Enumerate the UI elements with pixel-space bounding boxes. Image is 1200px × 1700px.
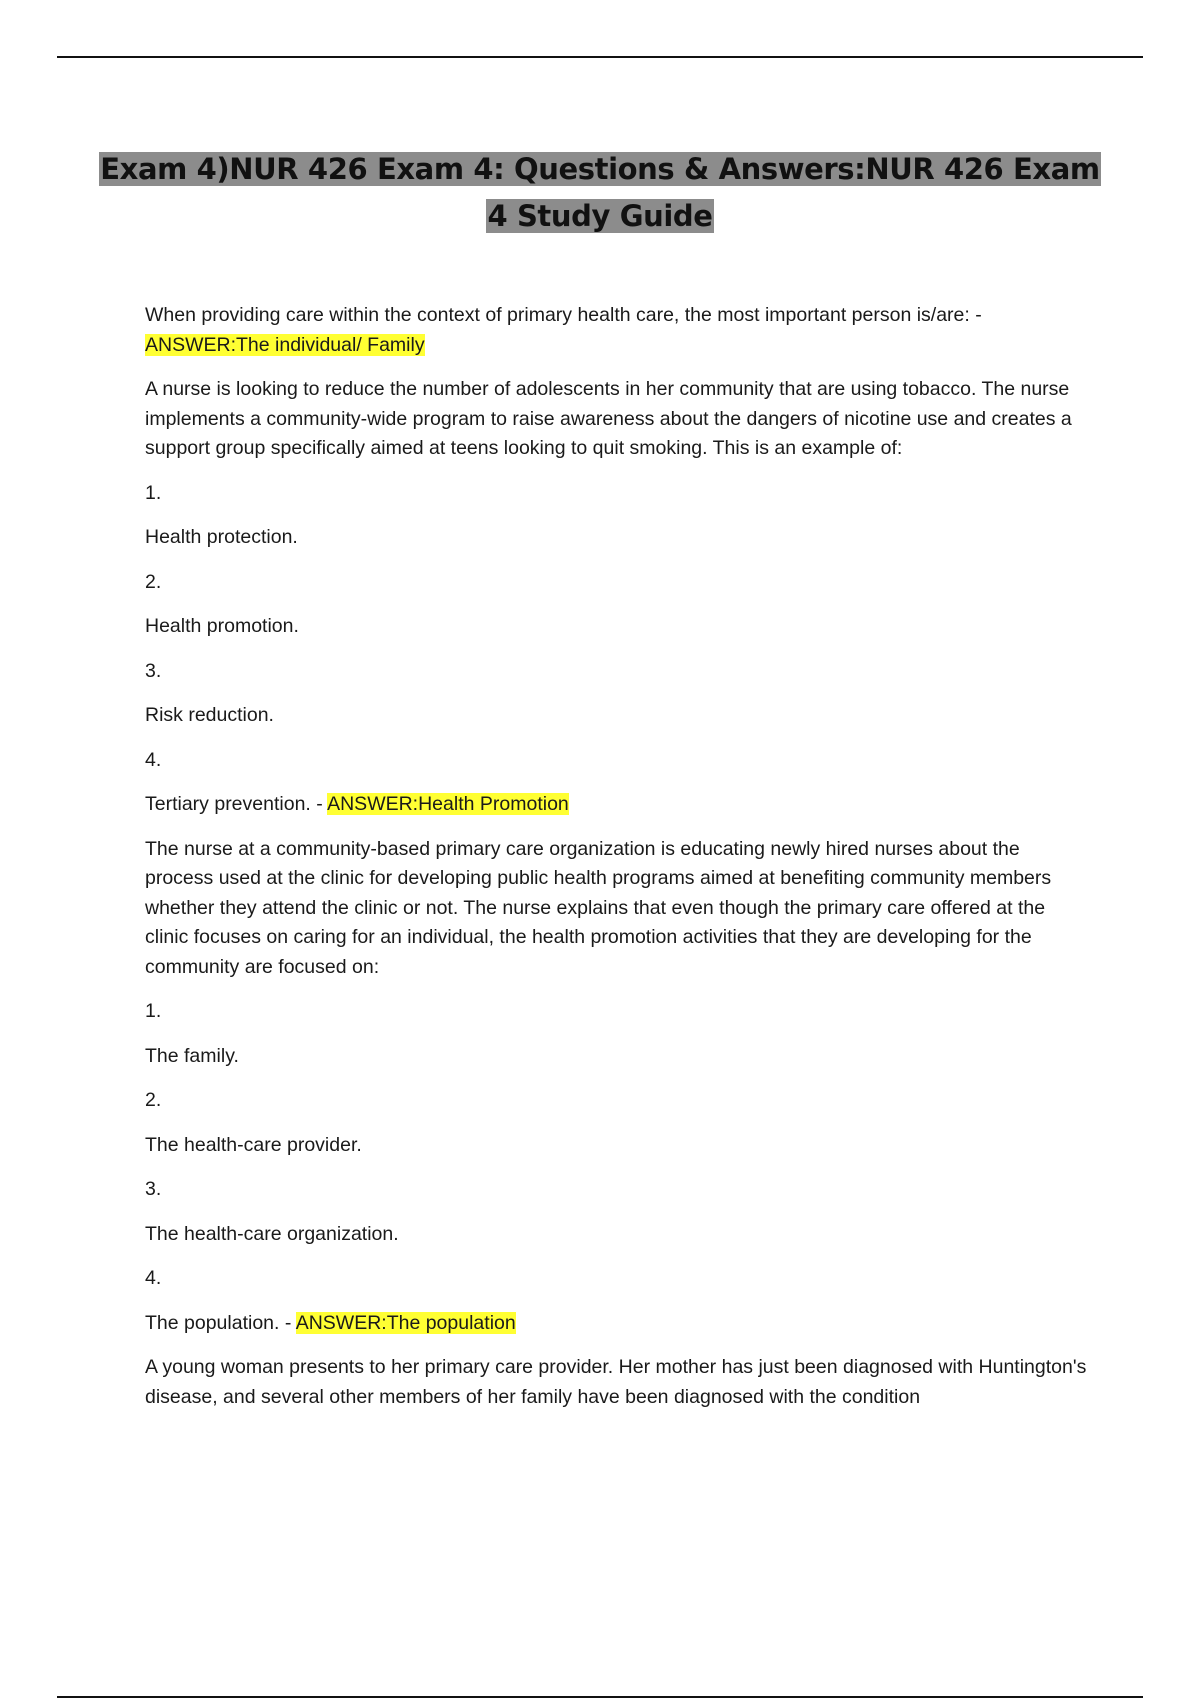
option-number: 1. [145,1000,162,1022]
option-text: The health-care organization. [145,1222,399,1245]
question-3: The nurse at a community-based primary care organization is educating newly hired nurses about the process used at the clinic for developing public health programs aimed at benefiting community members whether they attend the clinic or not. The nurse explains that even though the primary care offered at the clinic focuses on caring for an individual, the health promotion activities that they are developing for the community are focused on: [145,837,1052,978]
option-text: The family. [145,1044,239,1067]
option-with-answer [145,790,1090,820]
title-line-1: Exam 4)NUR 426 Exam 4: Questions & Answers:NUR 426 Exam [100,152,1100,186]
option-text: The population. - [145,1311,296,1334]
footer-rule [57,1696,1143,1698]
option-number: 2. [145,1089,162,1111]
answer-highlight: ANSWER:Health Promotion [327,793,569,815]
document-body [145,301,1090,1427]
document-title [60,146,1140,240]
option-number: 1. [145,481,162,504]
question-stem: When providing care within the context of primary health care, the most important person is/are: - [145,304,982,326]
answer-highlight: ANSWER:The individual/ Family [145,333,425,356]
question-2: A nurse is looking to reduce the number of adolescents in her community that are using tobacco. The nurse implements a community-wide program to raise awareness about the dangers of nicotine use and creates a support group specifically aimed at teens looking to quit smoking. This is an example of: [145,378,1072,459]
question-4: A young woman presents to her primary care provider. Her mother has just been diagnosed with Huntington's disease, and several other members of her family have been diagnosed with the condition [145,1356,1087,1408]
option-number: 4. [145,748,162,771]
option-text: Risk reduction. [145,704,274,726]
option-with-answer [145,1309,1090,1339]
header-rule [57,56,1143,58]
option-number: 4. [145,1267,162,1289]
option-number: 3. [145,659,162,682]
answer-highlight: ANSWER:The population [295,1311,516,1334]
option-text: Health protection. [145,526,298,548]
question-1 [145,301,1090,360]
option-text: Health promotion. [145,615,299,637]
option-text: The health-care provider. [145,1133,362,1156]
option-number: 3. [145,1178,162,1200]
option-number: 2. [145,570,162,593]
title-line-2: 4 Study Guide [487,199,713,233]
option-text: Tertiary prevention. - [145,793,328,815]
